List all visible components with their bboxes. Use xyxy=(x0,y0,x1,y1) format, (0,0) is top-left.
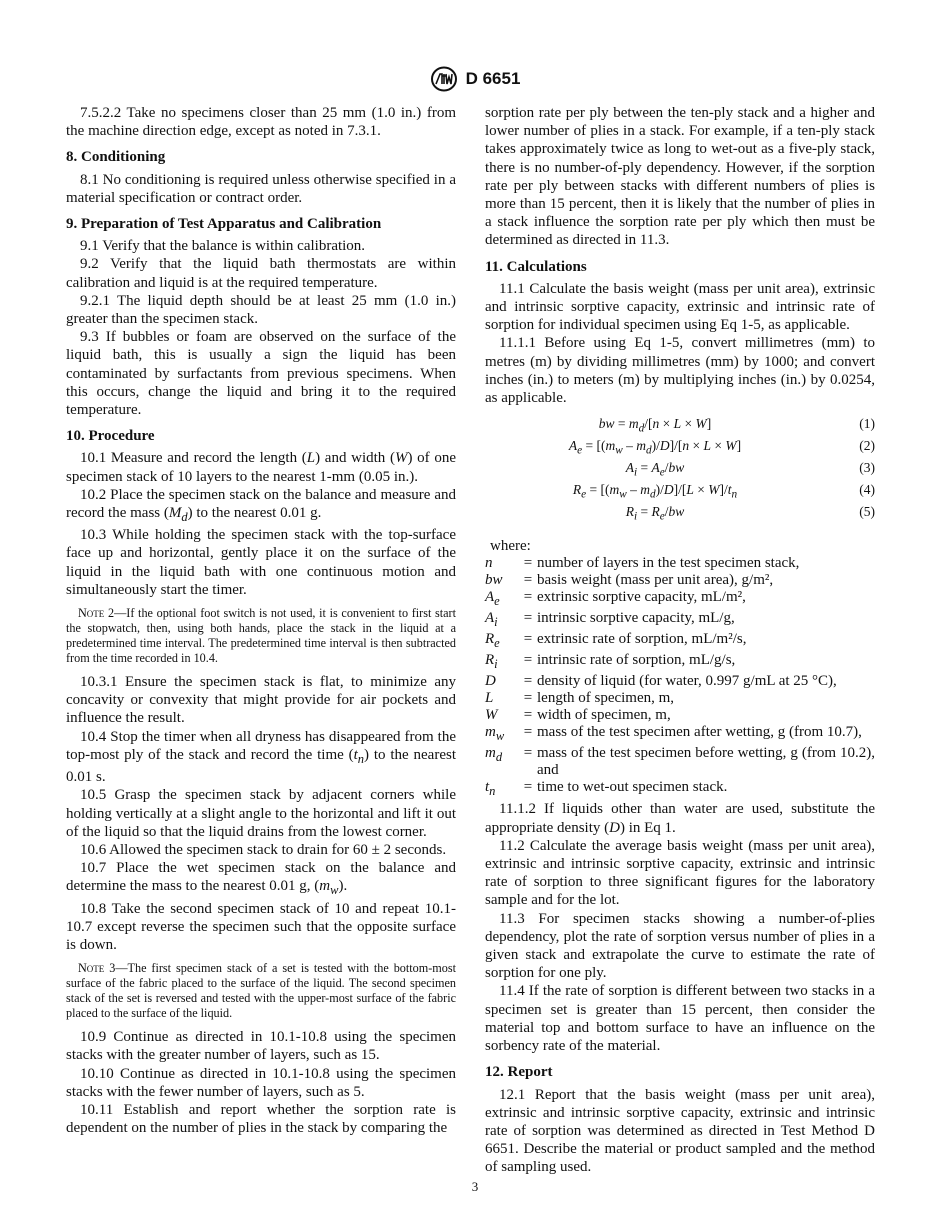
definition-equals: = xyxy=(523,707,533,724)
definition-row xyxy=(485,555,875,572)
definition-row xyxy=(485,652,875,673)
definition-symbol: L xyxy=(485,690,494,707)
definition-equals: = xyxy=(523,779,533,796)
definition-row xyxy=(485,610,875,631)
definition-equals: = xyxy=(523,610,533,627)
definition-row xyxy=(485,673,875,690)
paragraph-11-4: 11.4 If the rate of sorption is different between two stacks in a specimen set is greater than 15 percent, then consider the material top and bottom surface to have an influence on the sorbency rate of the material. xyxy=(485,983,875,1055)
paragraph-11-3: 11.3 For specimen stacks showing a number-of-plies dependency, plot the rate of sorption versus number of plies in a given stack and extrapolate the curve to estimate the rate of sorption for one ply. xyxy=(485,910,875,982)
definition-equals: = xyxy=(523,745,533,762)
page-header xyxy=(0,66,950,92)
definition-symbol: $t_n$ xyxy=(485,779,496,799)
left-column xyxy=(66,104,456,1137)
paragraph-11-2: 11.2 Calculate the average basis weight (mass per unit area), extrinsic and intrinsic sorptive capacity, extrinsic and intrinsic rate of sorption to three significant figures for the laboratory sample and for the lot. xyxy=(485,837,875,909)
definition-row xyxy=(485,572,875,589)
paragraph-10-6: 10.6 Allowed the specimen stack to drain for 60 ± 2 seconds. xyxy=(80,841,447,858)
section-heading-8: 8. Conditioning xyxy=(66,149,166,166)
definition-text: intrinsic sorptive capacity, mL/g, xyxy=(537,610,735,627)
paragraph-10-7: 10.7 Place the wet specimen stack on the balance and determine the mass to the nearest 0.01 g, $(m_w)$. xyxy=(66,860,456,898)
definition-text: time to wet-out specimen stack. xyxy=(537,779,728,796)
definition-row xyxy=(485,707,875,724)
definition-equals: = xyxy=(523,631,533,648)
note-3: Note 3—The first specimen stack of a set is tested with the bottom-most surface of the fabric placed to the surface of the liquid. The second specimen stack of the set is reversed and tested with the upper-most surface of the fabric placed to the surface of the liquid. xyxy=(66,961,457,1021)
definition-equals: = xyxy=(523,724,533,741)
astm-logo-icon xyxy=(430,66,458,92)
definition-text: length of specimen, m, xyxy=(537,690,675,707)
definition-equals: = xyxy=(523,652,533,669)
equation-1: bw = $m_d/[n \times L \times W]$ (1) xyxy=(598,416,875,435)
paragraph-10-11: 10.11 Establish and report whether the sorption rate is dependent on the number of plies in the stack by comparing the xyxy=(66,1101,456,1137)
definition-equals: = xyxy=(523,690,533,707)
equation-3: $A_i = A_e/bw$ (3) xyxy=(625,460,875,479)
paragraph-8-1: 8.1 No conditioning is required unless otherwise specified in a material specification or contract order. xyxy=(66,171,456,206)
definition-symbol: $R_i$ xyxy=(485,652,498,672)
definition-equals: = xyxy=(523,555,533,572)
definition-symbol: W xyxy=(485,707,498,724)
definition-row xyxy=(485,589,875,610)
section-heading-11: 11. Calculations xyxy=(485,258,587,275)
paragraph-7-5-2-2: 7.5.2.2 Take no specimens closer than 25 mm (1.0 in.) from the machine direction edge, except as noted in 7.3.1. xyxy=(66,105,456,140)
definitions-table xyxy=(485,555,875,800)
definition-text: basis weight (mass per unit area), g/m², xyxy=(537,572,774,589)
definition-text: mass of the test specimen after wetting, g (from 10.7), xyxy=(537,724,862,741)
right-column xyxy=(485,104,875,1177)
equation-5: $R_i = R_e/bw$ (5) xyxy=(625,504,875,523)
where-label: where: xyxy=(490,538,531,555)
paragraph-11-1-2: 11.1.2 If liquids other than water are used, substitute the appropriate density (D) in Eq 1. xyxy=(485,801,875,836)
definition-text: extrinsic sorptive capacity, mL/m², xyxy=(537,589,746,606)
paragraph-9-1: 9.1 Verify that the balance is within calibration. xyxy=(80,238,366,255)
definition-row xyxy=(485,745,875,779)
definition-text: density of liquid (for water, 0.997 g/mL at 25 °C), xyxy=(537,673,837,690)
paragraph-10-4: 10.4 Stop the timer when all dryness has disappeared from the top-most ply of the stack and record the time $(t_n)$ to the nearest 0.01 s. xyxy=(66,728,456,786)
paragraph-10-8: 10.8 Take the second specimen stack of 10 and repeat 10.1-10.7 except reverse the specimen such that the opposite surface is down. xyxy=(66,900,456,953)
definition-row xyxy=(485,779,875,800)
paragraph-10-5: 10.5 Grasp the specimen stack by adjacent corners while holding vertically at a slight angle to the horizontal and lift it out of the liquid so that the liquid drains from the lowest corner. xyxy=(66,787,456,840)
definition-row xyxy=(485,724,875,745)
section-heading-10: 10. Procedure xyxy=(66,428,155,445)
page-number: 3 xyxy=(471,1179,479,1194)
paragraph-9-3: 9.3 If bubbles or foam are observed on the surface of the liquid bath, this is usually a sign the liquid has been contaminated by surfactants from previous specimens. When this occurs, change the liquid and bring it to the required temperature. xyxy=(66,329,456,419)
definition-text: intrinsic rate of sorption, mL/g/s, xyxy=(537,652,736,669)
definition-symbol: D xyxy=(485,673,496,690)
section-heading-12: 12. Report xyxy=(485,1064,553,1081)
paragraph-12-1: 12.1 Report that the basis weight (mass per unit area), extrinsic and intrinsic sorptive capacity, extrinsic and intrinsic rate of sorption was determined as directed in Test Method D 6651. Describe the material or product sampled and the method of sampling used. xyxy=(485,1086,875,1176)
definition-symbol: $R_e$ xyxy=(485,631,500,651)
paragraph-10-10: 10.10 Continue as directed in 10.1-10.8 using the specimen stacks with the fewer number of layers, such as 5. xyxy=(66,1065,456,1100)
definition-row xyxy=(485,631,875,652)
definition-symbol: n xyxy=(485,555,493,572)
paragraph-9-2-1: 9.2.1 The liquid depth should be at least 25 mm (1.0 in.) greater than the specimen stack. xyxy=(66,292,456,328)
note-2: Note 2—If the optional foot switch is not used, it is convenient to first start the stopwatch, then, using both hands, place the stack in the liquid at a predetermined time interval. The predetermined time interval is then subtracted from the time recorded in 10.4. xyxy=(66,606,456,666)
definition-equals: = xyxy=(523,673,533,690)
definition-symbol: $m_d$ xyxy=(485,745,503,765)
equations-block xyxy=(485,413,875,523)
definition-symbol: $A_e$ xyxy=(485,589,500,609)
section-heading-9: 9. Preparation of Test Apparatus and Calibration xyxy=(66,216,382,233)
definition-equals: = xyxy=(523,572,533,589)
definition-text: mass of the test specimen before wetting, g (from 10.2), and xyxy=(537,745,875,779)
definition-row xyxy=(485,690,875,707)
definition-text: width of specimen, m, xyxy=(537,707,671,724)
paragraph-11-1-1: 11.1.1 Before using Eq 1-5, convert millimetres (mm) to metres (m) by dividing millimetres (mm) by 1000; and convert inches (in.) to meters (m) by multiplying inches (in.) by 0.0254, as applicable. xyxy=(485,335,875,407)
definition-symbol: $A_i$ xyxy=(485,610,498,630)
paragraph-10-3: 10.3 While holding the specimen stack with the top-surface face up and horizontal, gently place it on the surface of the liquid in the liquid bath with one continuous motion and simultaneously start the timer. xyxy=(66,527,456,598)
paragraph-10-11-continued: sorption rate per ply between the ten-ply stack and a higher and lower number of plies in a stack. For example, if a ten-ply stack takes approximately twice as long to wet-out as a five-ply stack, there is no number-of-ply dependency. However, if the sorption rate per ply between stacks with different numbers of plies is more than 15 percent, then it is likely that the number of plies in a stack influence the sorption rate per ply which then must be determined as directed in 11.3. xyxy=(485,105,875,249)
definition-text: number of layers in the test specimen stack, xyxy=(537,555,800,572)
definition-text: extrinsic rate of sorption, mL/m²/s, xyxy=(537,631,747,648)
definition-symbol: $m_w$ xyxy=(485,724,505,744)
document-id: D 6651 xyxy=(465,69,521,88)
definition-symbol: bw xyxy=(485,572,503,589)
equation-2: $A_e = [(m_w - m_d)/D]/[n \times L \times W]$ (2) xyxy=(568,438,875,457)
paragraph-10-3-1: 10.3.1 Ensure the specimen stack is flat, to minimize any concavity or convexity that might provide for air pockets and influence the result. xyxy=(66,674,456,727)
paragraph-10-2: 10.2 Place the specimen stack on the balance and measure and record the mass $(M_d)$ to the nearest 0.01 g. xyxy=(66,486,456,525)
paragraph-10-1: 10.1 Measure and record the length (L) and width (W) of one specimen stack of 10 layers to the nearest 1-mm (0.05 in.). xyxy=(66,450,456,485)
paragraph-9-2: 9.2 Verify that the liquid bath thermostats are within calibration and liquid is at the required temperature. xyxy=(66,256,456,291)
paragraph-11-1: 11.1 Calculate the basis weight (mass per unit area), extrinsic and intrinsic sorptive capacity, extrinsic and intrinsic rate of sorption for individual specimen using Eq 1-5, as applicable. xyxy=(485,280,875,334)
variable-definitions xyxy=(485,537,875,800)
paragraph-10-9: 10.9 Continue as directed in 10.1-10.8 using the specimen stacks with the greater number of layers, such as 15. xyxy=(66,1029,456,1064)
definition-equals: = xyxy=(523,589,533,606)
equation-4: $R_e = [(m_w - m_d)/D]/[L \times W]/t_n$ (4) xyxy=(572,482,875,501)
